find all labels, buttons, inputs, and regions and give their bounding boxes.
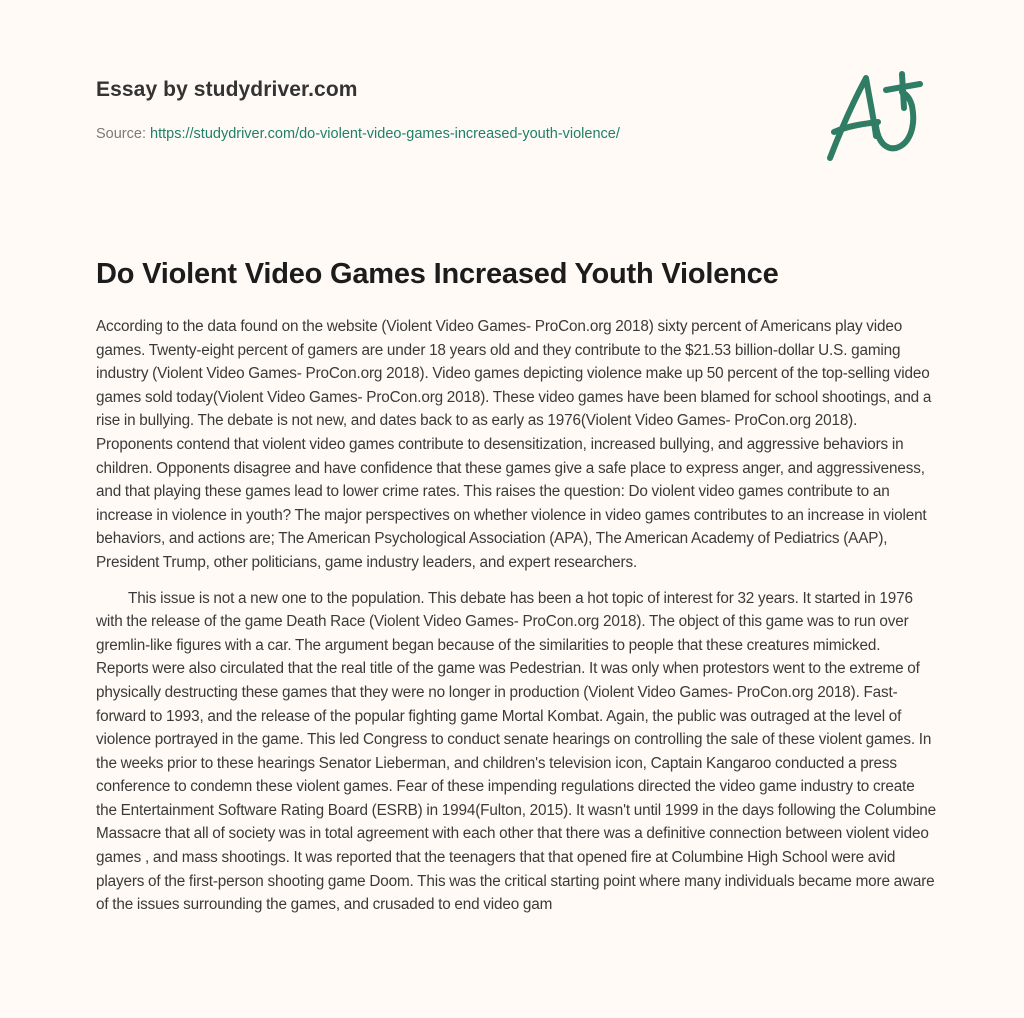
- essay-paragraph-2: This issue is not a new one to the population. This debate has been a hot topic of interest for 32 years. It started in 1976 with the release of the game Death Race (Violent Video Games- ProCon.org 2018). The object of this game was to run over gremlin-like figures with a car. The argument began because of the similarities to people that these creatures mimicked. Reports were also circulated that the real title of the game was Pedestrian. It was only when protestors went to the extreme of physically destructing these games that they were no longer in production (Violent Video Games- ProCon.org 2018). Fast- forward to 1993, and the release of the popular fighting game Mortal Kombat. Again, the public was outraged at the level of violence portrayed in the game. This led Congress to conduct senate hearings on controlling the sale of these violent games. In the weeks prior to these hearings Senator Lieberman, and children's television icon, Captain Kangaroo conducted a press conference to condemn these violent games. Fear of these impending regulations directed the video game industry to create the Entertainment Software Rating Board (ESRB) in 1994(Fulton, 2015). It wasn't until 1999 in the days following the Columbine Massacre that all of society was in total agreement with each other that there was a definitive connection between violent video games , and mass shootings. It was reported that the teenagers that that opened fire at Columbine High School were avid players of the first-person shooting game Doom. This was the critical starting point where many individuals became more aware of the issues surrounding the games, and crusaded to end video gam: [96, 589, 936, 914]
- essay-title: Do Violent Video Games Increased Youth Violence: [96, 258, 779, 290]
- page-header: [96, 76, 796, 144]
- source-link[interactable]: https://studydriver.com/do-violent-video-games-increased-youth-violence/: [150, 126, 620, 142]
- source-line: [96, 124, 796, 144]
- site-title: Essay by studydriver.com: [96, 78, 358, 101]
- source-label: Source:: [96, 126, 146, 142]
- a-plus-grade-icon: [822, 66, 932, 166]
- essay-paragraph-1: According to the data found on the website (Violent Video Games- ProCon.org 2018) sixty percent of Americans play video games. Twenty-eight percent of gamers are under 18 years old and they contribute to the $21.53 billion-dollar U.S. gaming industry (Violent Video Games- ProCon.org 2018). Video games depicting violence make up 50 percent of the top-selling video games sold today(Violent Video Games- ProCon.org 2018). These video games have been blamed for school shootings, and a rise in bullying. The debate is not new, and dates back to as early as 1976(Violent Video Games- ProCon.org 2018). Proponents contend that violent video games contribute to desensitization, increased bullying, and aggressive behaviors in children. Opponents disagree and have confidence that these games give a safe place to express anger, and aggressiveness, and that playing these games lead to lower crime rates. This raises the question: Do violent video games contribute to an increase in violence in youth? The major perspectives on whether violence in video games contributes to an increase in violent behaviors, and actions are; The American Psychological Association (APA), The American Academy of Pediatrics (AAP), President Trump, other politicians, game industry leaders, and expert researchers.: [96, 318, 932, 571]
- essay-body: [96, 315, 936, 917]
